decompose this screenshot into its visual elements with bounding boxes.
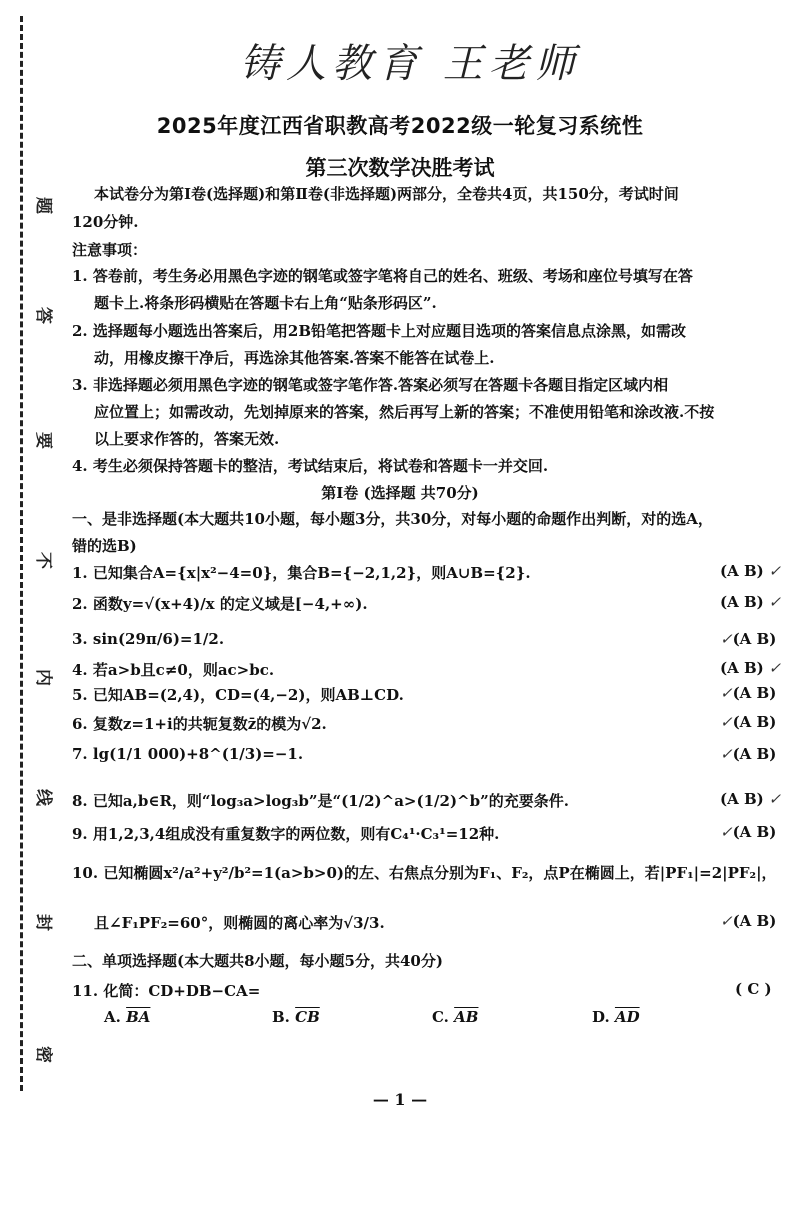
check-mark-icon: ✓	[763, 790, 782, 808]
section1-heading: 错的选B)	[72, 537, 137, 555]
exam-title-line1: 2025年度江西省职教高考2022级一轮复习系统性	[156, 114, 644, 138]
option-c[interactable]: C. $\overline{AB}$	[432, 1008, 479, 1026]
answer-choice-q1[interactable]: (A B) ✓	[720, 562, 782, 580]
question-text: 已知a,b∈R，则“log₃a>log₃b”是“(1/2)^a>(1/2)^b”的充要条件.	[92, 792, 569, 810]
question-number: 2.	[72, 595, 88, 613]
question-number: 3.	[72, 630, 88, 648]
page-number: — 1 —	[372, 1090, 428, 1109]
answer-choice-q2[interactable]: (A B) ✓	[720, 593, 782, 611]
question-8	[72, 790, 569, 811]
answer-choice-q5[interactable]: ✓(A B)	[720, 684, 777, 702]
question-11	[72, 980, 260, 1001]
question-text: 化简：CD+DB−CA=	[103, 982, 261, 1000]
question-10-cont: 且∠F₁PF₂=60°，则椭圆的离心率为√3/3.	[94, 914, 385, 932]
option-b[interactable]: B. $\overline{CB}$	[272, 1008, 320, 1026]
question-5	[72, 684, 404, 705]
notes-heading: 注意事项：	[72, 241, 148, 259]
question-4	[72, 659, 274, 680]
question-number: 11.	[72, 982, 99, 1000]
option-a[interactable]: A. $\overline{BA}$	[104, 1008, 151, 1026]
intro-text: 本试卷分为第Ⅰ卷(选择题)和第Ⅱ卷(非选择题)两部分，全卷共4页，共150分，考试时间	[94, 185, 679, 203]
question-number: 5.	[72, 686, 88, 704]
note-item: 2. 选择题每小题选出答案后，用2B铅笔把答题卡上对应题目选项的答案信息点涂黑，如需改	[72, 322, 687, 340]
section2-heading: 二、单项选择题(本大题共8小题，每小题5分，共40分)	[72, 952, 443, 970]
answer-choice-q8[interactable]: (A B) ✓	[720, 790, 782, 808]
check-mark-icon: ✓	[763, 562, 782, 580]
question-text: 已知椭圆x²/a²+y²/b²=1(a>b>0)的左、右焦点分别为F₁、F₂，点P在椭圆上，若|PF₁|=2|PF₂|，	[103, 864, 777, 882]
question-text: sin(29π/6)=1/2.	[92, 630, 225, 648]
question-10	[72, 862, 777, 883]
question-7	[72, 745, 303, 763]
part1-heading: 第Ⅰ卷 (选择题 共70分)	[321, 484, 479, 502]
option-d[interactable]: D. $\overline{AD}$	[592, 1008, 640, 1026]
question-number: 4.	[72, 661, 88, 679]
question-number: 7.	[72, 745, 88, 763]
binding-margin-char: 内	[33, 669, 53, 686]
answer-choice-q10[interactable]: ✓(A B)	[720, 912, 777, 930]
note-item: 3. 非选择题必须用黑色字迹的钢笔或签字笔作答.答案必须写在答题卡各题目指定区域内相	[72, 376, 669, 394]
exam-title-line2: 第三次数学决胜考试	[305, 156, 495, 180]
check-mark-icon: ✓	[763, 659, 782, 677]
answer-choice-q9[interactable]: ✓(A B)	[720, 823, 777, 841]
question-text: 函数y=√(x+4)/x 的定义域是[−4,+∞).	[92, 595, 368, 613]
question-3	[72, 630, 224, 648]
question-number: 6.	[72, 715, 88, 733]
check-mark-icon: ✓	[720, 823, 733, 841]
question-1	[72, 562, 531, 583]
binding-margin-char: 密	[33, 1046, 53, 1063]
question-text: 若a>b且c≠0，则ac>bc.	[92, 661, 275, 679]
question-2	[72, 593, 368, 614]
binding-margin-char: 要	[33, 432, 53, 449]
check-mark-icon: ✓	[720, 630, 733, 648]
section1-heading: 一、是非选择题(本大题共10小题，每小题3分，共30分，对每小题的命题作出判断，对的选A，	[72, 510, 713, 528]
binding-margin-char: 线	[33, 789, 53, 806]
note-item: 题卡上.将条形码横贴在答题卡右上角“贴条形码区”.	[94, 294, 437, 312]
question-number: 1.	[72, 564, 88, 582]
note-item: 4. 考生必须保持答题卡的整洁，考试结束后，将试卷和答题卡一并交回.	[72, 457, 549, 475]
answer-blank-q11[interactable]: ( C )	[735, 980, 772, 998]
answer-choice-q3[interactable]: ✓(A B)	[720, 630, 777, 648]
check-mark-icon: ✓	[720, 684, 733, 702]
question-text: 已知集合A={x|x²−4=0}，集合B={−2,1,2}，则A∪B={2}.	[92, 564, 531, 582]
note-item: 应位置上；如需改动，先划掉原来的答案，然后再写上新的答案；不准使用铅笔和涂改液.不按	[94, 403, 715, 421]
note-item: 以上要求作答的，答案无效.	[94, 430, 280, 448]
answer-choice-q6[interactable]: ✓(A B)	[720, 713, 777, 731]
check-mark-icon: ✓	[763, 593, 782, 611]
answer-choice-q4[interactable]: (A B) ✓	[720, 659, 782, 677]
intro-text: 120分钟.	[72, 213, 139, 231]
note-item: 动，用橡皮擦干净后，再选涂其他答案.答案不能答在试卷上.	[94, 349, 495, 367]
question-text: 已知AB=(2,4)，CD=(4,−2)，则AB⊥CD.	[92, 686, 404, 704]
note-item: 1. 答卷前，考生务必用黑色字迹的钢笔或签字笔将自己的姓名、班级、考场和座位号填写在答	[72, 267, 693, 285]
question-text: 用1,2,3,4组成没有重复数字的两位数，则有C₄¹·C₃¹=12种.	[92, 825, 500, 843]
question-number: 10.	[72, 864, 99, 882]
handwritten-note: 铸人教育 王老师	[240, 41, 581, 87]
binding-margin-char: 封	[33, 914, 53, 931]
question-number: 9.	[72, 825, 88, 843]
check-mark-icon: ✓	[720, 713, 733, 731]
check-mark-icon: ✓	[720, 912, 733, 930]
question-9	[72, 823, 499, 844]
question-text: 复数z=1+i的共轭复数z̄的模为√2.	[92, 715, 327, 733]
question-number: 8.	[72, 792, 88, 810]
answer-choice-q7[interactable]: ✓(A B)	[720, 745, 777, 763]
binding-margin-char: 不	[33, 552, 53, 569]
question-6	[72, 713, 327, 734]
check-mark-icon: ✓	[720, 745, 733, 763]
binding-margin-char: 答	[33, 307, 53, 324]
question-text: lg(1/1 000)+8^(1/3)=−1.	[92, 745, 304, 763]
binding-margin-char: 题	[33, 197, 53, 214]
